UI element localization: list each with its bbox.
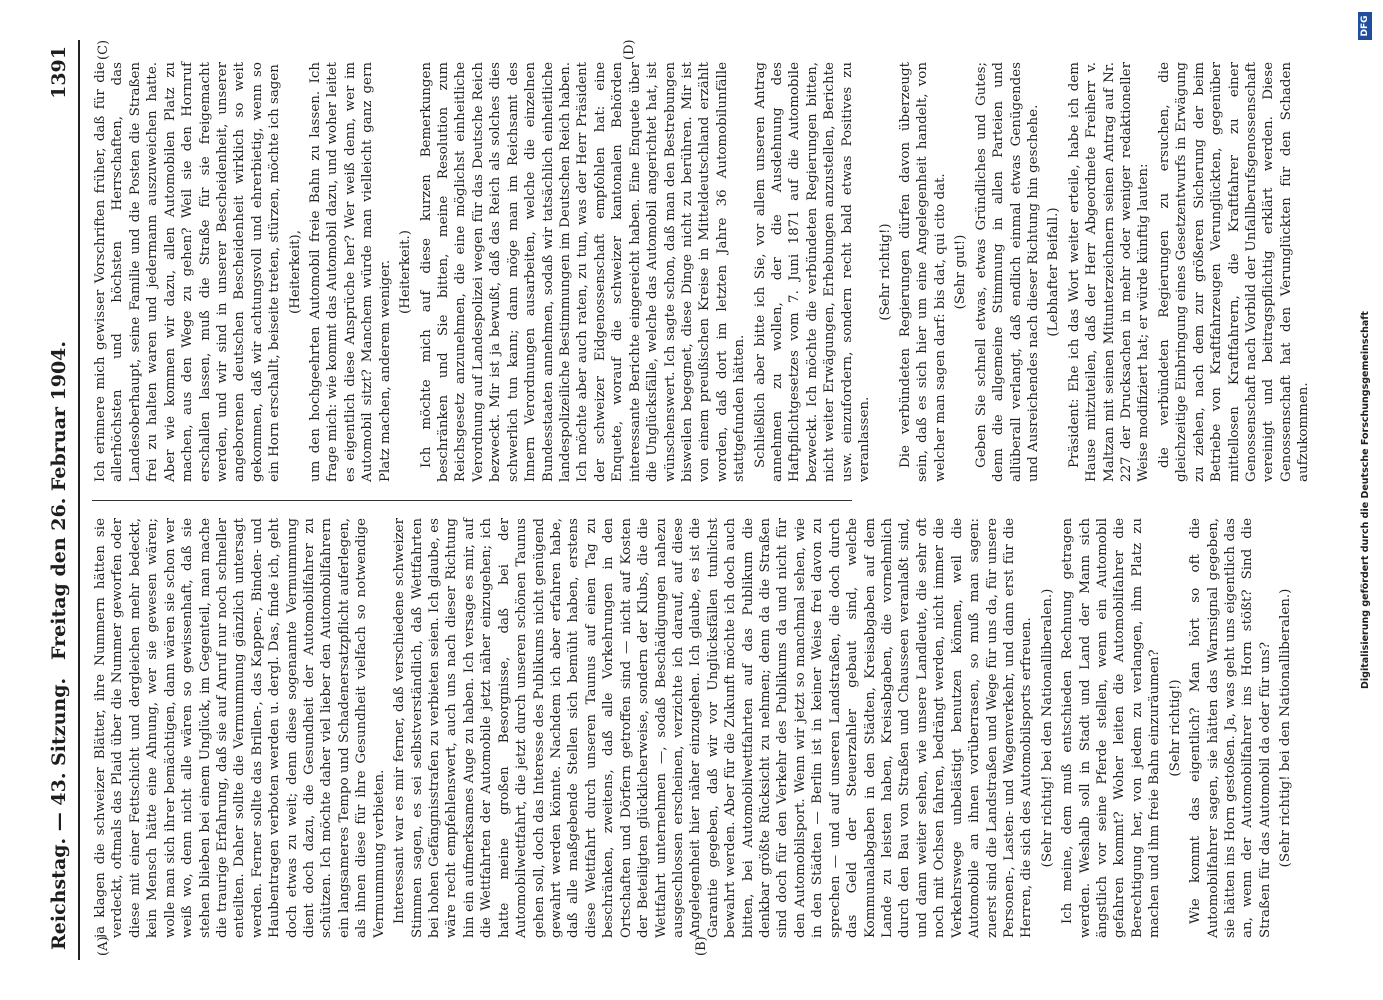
interjection: (Sehr richtig!) xyxy=(1167,679,1183,777)
quoted-motion: die verbündeten Regierungen zu ersuchen, die gleichzeitige Einbringung eines Gesetzentwurfs in Erwägung zu ziehen, nach dem zur größeren Sicherung der beim Betriebe von Kraftfahrzeugen Verunglückten, gegenüber mittellosen Kraftfahrern, die Kraftfahrer zu einer Genossenschaft nach Vorbild der Unfallberufsgenossenschaft vereinigt und beitragspflichtig erklärt werden. Diese Genossenschaft hat den Verunglückten für den Schaden aufzukommen. xyxy=(1156,62,1312,482)
interjection: (Sehr richtig! bei den Nationalliberalen.) xyxy=(1039,588,1055,868)
interjection: (Heiterkeit), xyxy=(287,230,303,314)
president-statement: Präsident: Ehe ich das Wort weiter erteile, habe ich dem Hause mitzuteilen, daß der Herr Abgeordnete Freiherr v. Maltzan mit seinen Mitunterzeichnern seinen Antrag auf Nr. 227 der Drucksachen in mehr oder weniger redaktioneller Weise modifiziert hat; er würde künftig lauten: xyxy=(1066,62,1152,482)
interjection: (Lebhafter Beifall.) xyxy=(1046,207,1062,337)
interjection: (Sehr richtig! bei den Nationalliberalen.) xyxy=(1278,588,1294,868)
paragraph: Ich möchte mich auf diese kurzen Bemerkungen beschränken und Sie bitten, meine Resolution zum Reichsgesetz anzunehmen, die eine möglichst einheitliche Verordnung auf Landespolizei wegen für das Deutsche Reich bezweckt. Mir ist ja bewußt, daß das Reich als solches dies schwerlich tun kann; dann möge man im Reichsamt des Innern Verordnungen ausarbeiten, welche die einzelnen Bundesstaaten annehmen, sodaß wir tatsächlich einheitliche landespolizeiliche Bestimmungen im Deutschen Reich haben. Ich möchte aber auch raten, zu tun, was der Herr Präsident der schweizer Eidgenossenschaft empfohlen hat: eine Enquete, worauf die schweizer kantonalen Behörden interessante Berichte eingereicht haben. Eine Enquete über die Unglücksfälle, welche das Automobil angerichtet hat, ist wünschenswert. Ich sagte schon, daß man den Bestrebungen bisweilen begegnet, diese Dinge nicht zu berühren. Mir ist von einem preußischen Kreise in Mitteldeutschland erzählt worden, daß dort im letzten Jahre 36 Automobilunfälle stattgefunden hätten. xyxy=(418,62,748,482)
header-date: Freitag den 26. Februar 1904. xyxy=(48,340,70,660)
dfg-logo: DFG xyxy=(1358,12,1372,40)
header-session: Reichstag. — 43. Sitzung. xyxy=(48,677,70,950)
margin-mark-d: (D) xyxy=(622,39,637,60)
margin-mark-b: (B) xyxy=(694,936,709,956)
paragraph: um den hochgeehrten Automobil freie Bahn zu lassen. Ich frage mich: wie kommt das Automobil dazu, und woher leitet es eigentlich diese Ansprüche her? Wer weiß denn, wer im Automobil sitzt? Manchem würde man vielleicht ganz gern Platz machen, anderem weniger. xyxy=(308,62,393,482)
right-column xyxy=(92,62,1316,482)
paragraph: Die verbündeten Regierungen dürfen davon überzeugt sein, daß es sich hier um eine Angelegenheit handelt, von welcher man sagen darf: bis dat, qui cito dat. xyxy=(897,62,948,482)
margin-mark-a: (A) xyxy=(96,936,111,956)
column-divider xyxy=(92,500,852,501)
paragraph: Schließlich aber bitte ich Sie, vor allem unseren Antrag annehmen zu wollen, der die Ausdehnung des Haftpflichtgesetzes vom 7. Juni 1871 auf die Automobile bezweckt. Ich möchte die verbündeten Regierungen bitten, nicht weiter Erwägungen, Erhebungen anzustellen, Berichte usw. einzufordern, sondern recht bald etwas Positives zu veranlassen. xyxy=(752,62,873,482)
interjection: (Heiterkeit.) xyxy=(398,230,414,314)
interjection: (Sehr richtig!) xyxy=(877,223,893,321)
paragraph: ja klagen die schweizer Blätter, ihre Nummern hätten sie verdeckt, oftmals das Plaid über die Nummer geworfen oder diese mit einer Fettschicht und dergleichen mehr bedeckt, kein Mensch hätte eine Ahnung, wer sie gewesen wären; wolle man sich ihrer bemächtigen, dann wären sie schon wer weiß wo, denn nicht alle wären so gewissenhaft, daß sie stehen blieben bei einem Unglück, im Gegenteil, man mache die traurige Erfahrung, daß sie auf Anruf nur noch schneller enteilten. Daher sollte die Vermummung gänzlich untersagt werden. Ferner sollte das Brillen-, das Kappen-, Binden- und Haubentragen verboten werden u. dergl. Das, finde ich, geht doch etwas zu weit; denn diese sogenannte Vermummung dient doch dazu, die Gesundheit der Automobilfahrer zu schützen. Ich möchte daher viel lieber den Automobilfahrern ein langsameres Tempo und Schadenersatzpflicht auferlegen, als ihnen diese für ihre Gesundheit vielfach so notwendige Vermummung verbieten. xyxy=(93,518,387,938)
paragraph: Interessant war es mir ferner, daß verschiedene schweizer Stimmen sagen, es sei selbstverständlich, daß Wettfahrten bei hohen Gefängnisstrafen zu verbieten seien. Ich glaube, es wäre recht empfehlenswert, auch uns nach dieser Richtung hin ein aufmerksames Auge zu haben. Ich versage es mir, auf die Wettfahrten der Automobile jetzt näher einzugehen; ich hatte meine großen Besorgnisse, daß bei der Automobilwettfahrt, die jetzt durch unseren schönen Taunus gehen soll, doch das Interesse des Publikums nicht genügend gewahrt werden könnte. Nachdem ich aber erfahren habe, daß alle maßgebende Stellen sich bemüht haben, erstens diese Wettfahrt durch unseren Taunus auf einen Tag zu beschränken, zweitens, daß alle Vorkehrungen in den Ortschaften und Dörfern getroffen sind — nicht auf Kosten der Beteiligten glücklicherweise, sondern der Klubs, die die Wettfahrt unternehmen —, sodaß Beschädigungen nahezu ausgeschlossen erscheinen, verzichte ich darauf, auf diese Angelegenheit hier näher einzugehen. Ich glaube, es ist die Garantie gegeben, daß wir vor Unglücksfällen tunlichst bewahrt werden. Aber für die Zukunft möchte ich doch auch bitten, bei Automobilwettfahrten auf das Publikum die denkbar größte Rücksicht zu nehmen; denn da die Straßen sind doch für den Verkehr des Publikums da und nicht für den Automobilsport. Wenn wir jetzt so manchmal sehen, wie in den Städten — Berlin ist in keiner Weise frei davon zu sprechen — und auf unseren Landstraßen, die doch durch das Geld der Steuerzahler gebaut sind, welche Kommunalabgaben in den Städten, Kreisabgaben auf dem Lande zu leisten haben, Kreisabgaben, die vornehmlich durch den Bau von Straßen und Chausseen veranlaßt sind, und dann weiter sehen, wie unsere Landleute, die sehr oft noch mit Ochsen fahren, bedrängt werden, nicht immer die Verkehrswege unbelästigt benutzen können, weil die Automobile an ihnen vorüberrasen, so muß man sagen: zuerst sind die Landstraßen und Wege für uns da, für unsere Personen-, Lasten- und Wagenverkehr, und dann erst für die Herren, die sich des Automobilsports erfreuen. xyxy=(392,518,1035,938)
digitization-credit: Digitalisierung gefördert durch die Deutsche Forschungsgemeinschaft xyxy=(1360,311,1371,689)
paragraph: Ich meine, dem muß entschieden Rechnung getragen werden. Weshalb soll in Stadt und Land der Mann sich ängstlich vor seine Pferde stellen, wenn ein Automobil gefahren kommt? Woher leiten die Automobilfahrer die Berechtigung her, von jedem zu verlangen, ihm Platz zu machen und ihm freie Bahn einzuräumen? xyxy=(1060,518,1163,938)
interjection: (Sehr gut!) xyxy=(953,234,969,310)
page-number: 1391 xyxy=(48,46,70,99)
margin-mark-c: (C) xyxy=(96,39,111,60)
paragraph: Wie kommt das eigentlich? Man hört so oft die Automobilfahrer sagen, sie hätten das Warnsignal gegeben, sie hätten ins Horn gestoßen. Ja, was geht uns eigentlich das an, wenn der Automobilfahrer ins Horn stößt? Sind die Straßen für das Automobil da oder für uns? xyxy=(1188,518,1273,938)
paragraph: Geben Sie schnell etwas, etwas Gründliches und Gutes; denn die allgemeine Stimmung in allen Parteien und allüberall verlangt, daß endlich einmal etwas Genügendes und Ausreichendes nach dieser Richtung hin geschehe. xyxy=(973,62,1041,482)
page-header xyxy=(42,40,80,960)
paragraph: Ich erinnere mich gewisser Vorschriften früher, daß für die allerhöchsten und höchsten Herrschaften, das Landesoberhaupt, seine Familie und die Posten die Straßen frei zu halten waren und jedermann auszuweichen hatte. Aber wie kommen wir dazu, allen Automobilen Platz zu machen, aus den Wege zu gehen? Weil sie den Hornruf erschallen lassen, muß die Straße für sie freigemacht werden, und wir sind in unserer Bescheidenheit, unserer angeborenen deutschen Bescheidenheit wirklich so weit gekommen, daß wir achtungsvoll und ehrerbietig, wenn so ein Horn erschallt, beiseite treten, stürzen, möchte ich sagen xyxy=(93,62,283,482)
left-column xyxy=(92,518,1298,938)
